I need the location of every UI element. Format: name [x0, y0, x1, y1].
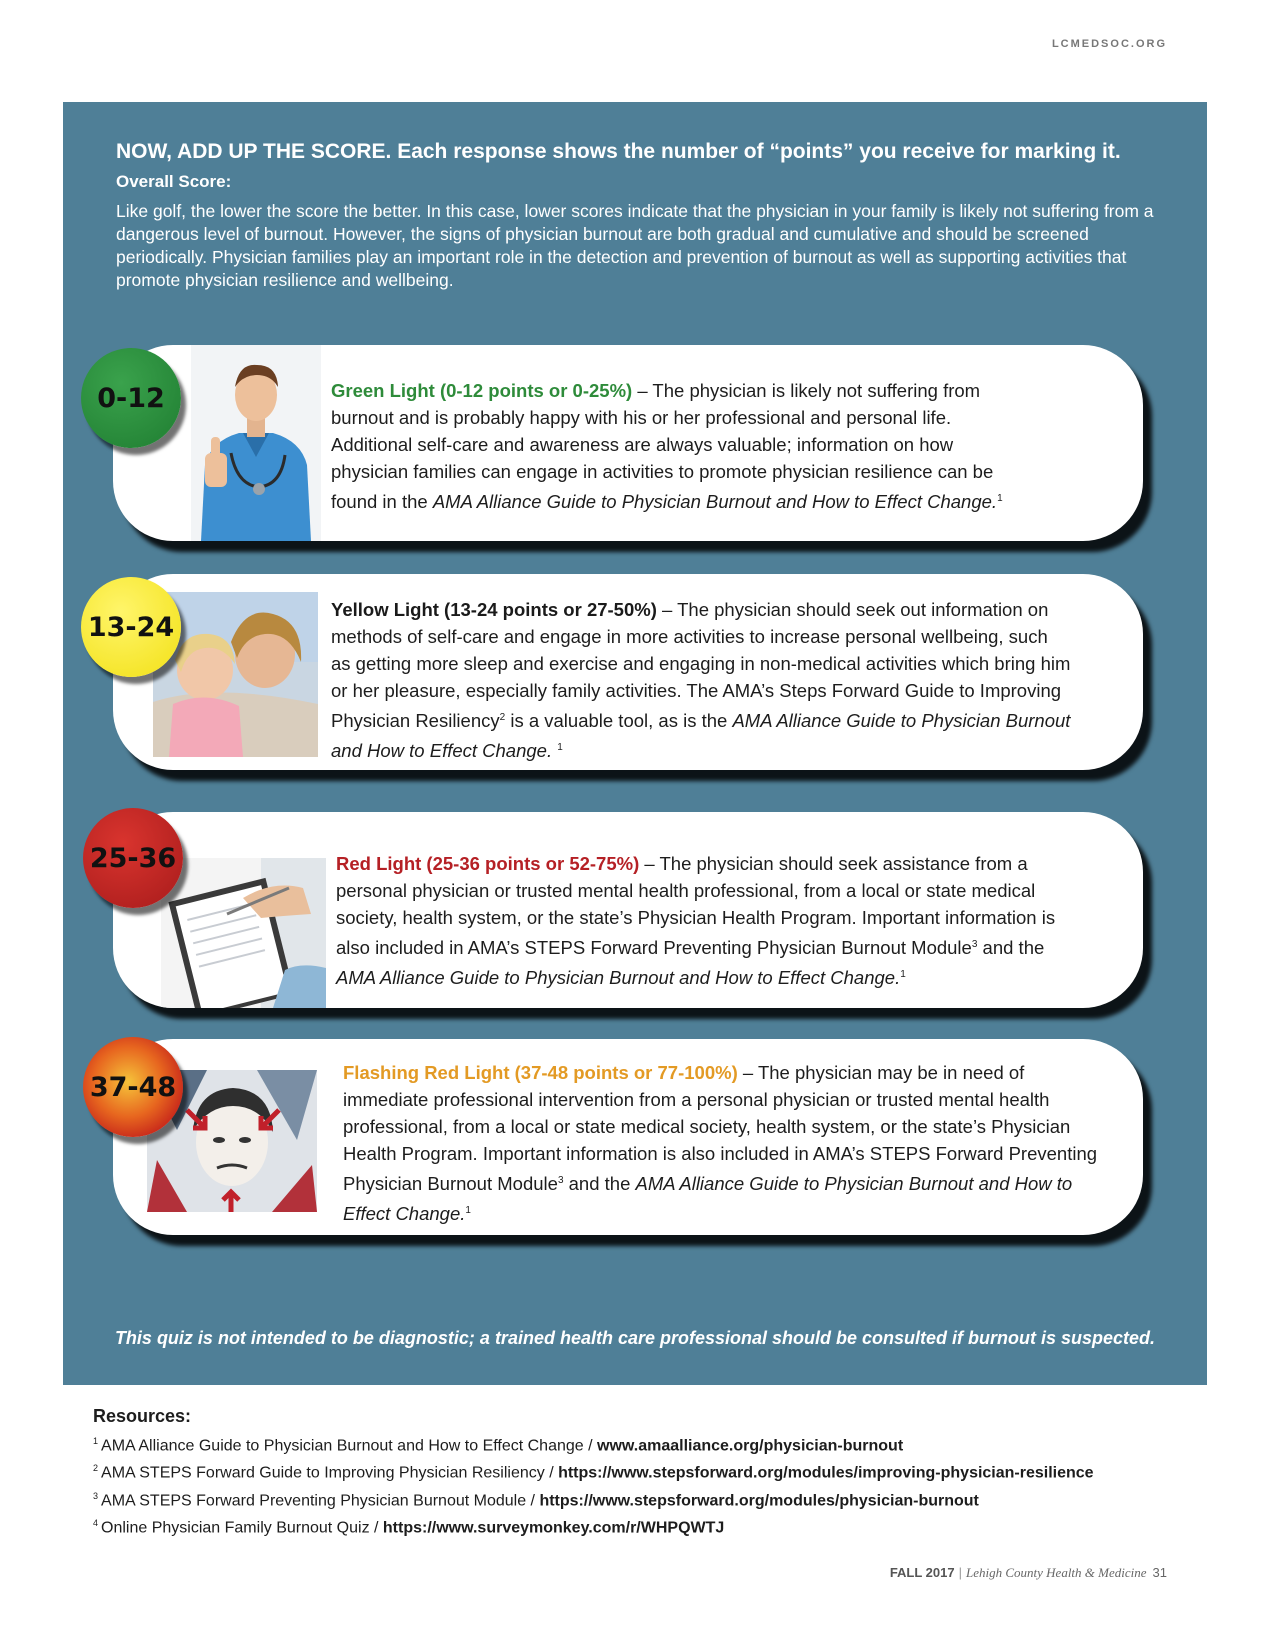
intro-body: Like golf, the lower the score the better. In this case, lower scores indicate that the physician in your family is likely not suffering from a dangerous level of burnout. However, the signs of physician burnout are both gradual and cumulative and should be screened periodically. Physician families play an important role in the detection and prevention of burnout as well as supporting activities that promote physician resilience and wellbeing.	[116, 201, 1154, 290]
red-footnote-mid: 3	[971, 939, 978, 950]
badge-flashing-red-label: 37-48	[89, 1071, 177, 1103]
yellow-text-2: is a valuable tool, as is the	[505, 710, 733, 732]
resource-number: 4	[93, 1517, 99, 1528]
score-card-green	[113, 345, 1143, 541]
green-footnote: 1	[997, 493, 1003, 504]
green-text: – The physician is likely not suffering from burnout and is probably happy with his or her professional and personal life. Additional self-care and awareness are always valuable; information on how physician families can engage in activities to promote physician resilience can be found in the	[331, 380, 994, 513]
green-label: Green Light (0-12 points or 0-25%)	[331, 380, 633, 401]
red-guide-title: AMA Alliance Guide to Physician Burnout and How to Effect Change.	[336, 967, 901, 989]
page-footer	[890, 1565, 1167, 1581]
flashing-red-text-2: and the	[563, 1173, 636, 1195]
resource-item	[93, 1430, 1193, 1457]
footer-magazine-title: Lehigh County Health & Medicine	[966, 1565, 1147, 1580]
score-card-yellow	[113, 574, 1143, 770]
resource-item	[93, 1485, 1193, 1512]
flashing-red-description	[343, 1059, 1103, 1227]
yellow-text: – The physician should seek out information on methods of self-care and engage in more activities to increase personal wellbeing, such as getting more sleep and exercise and engaging in non-medical activities which bring him or her pleasure, especially family activities. The AMA’s Steps Forward Guide to Improving Physician Resiliency	[331, 599, 1071, 732]
red-footnote: 1	[900, 969, 906, 981]
resource-item	[93, 1512, 1193, 1539]
score-badge-yellow	[81, 577, 181, 677]
overall-score-label: Overall Score:	[116, 172, 232, 191]
disclaimer: This quiz is not intended to be diagnostic; a trained health care professional should be consulted if burnout is suspected.	[114, 1328, 1156, 1348]
yellow-label: Yellow Light (13-24 points or 27-50%)	[331, 599, 657, 620]
red-description	[336, 850, 1081, 991]
score-panel	[63, 102, 1207, 1385]
yellow-footnote: 1	[557, 742, 563, 754]
flashing-red-label: Flashing Red Light (37-48 points or 77-100%)	[343, 1062, 738, 1083]
badge-yellow-label: 13-24	[87, 611, 175, 643]
resource-number: 2	[93, 1463, 99, 1474]
resource-text: AMA STEPS Forward Guide to Improving Physician Resiliency /	[101, 1464, 559, 1482]
flashing-red-guide-title: AMA Alliance Guide to Physician Burnout and How to Effect Change.	[343, 1173, 1073, 1225]
red-label: Red Light (25-36 points or 52-75%)	[336, 853, 640, 874]
score-card-flashing-red	[113, 1039, 1143, 1235]
red-text: – The physician should seek assistance from a personal physician or trusted mental health professional, from a local or state medical society, health system, or the state’s Physician Health Program. Important information is also included in AMA’s STEPS Forward Preventing Physician Burnout Module	[336, 853, 1056, 959]
intro-section	[116, 138, 1156, 292]
resource-item	[93, 1457, 1193, 1484]
red-text-2: and the	[977, 937, 1045, 959]
resources-title: Resources:	[93, 1406, 192, 1426]
site-url: LCMEDSOC.ORG	[1051, 38, 1167, 50]
green-guide-title: AMA Alliance Guide to Physician Burnout and How to Effect Change.	[432, 491, 998, 513]
score-badge-green	[81, 348, 181, 448]
doctor-thumbs-up-photo	[191, 345, 321, 541]
resource-text: Online Physician Family Burnout Quiz /	[101, 1519, 383, 1537]
resource-link[interactable]: https://www.stepsforward.org/modules/physician-burnout	[539, 1491, 979, 1509]
resource-link[interactable]: www.amaalliance.org/physician-burnout	[597, 1437, 904, 1455]
resource-number: 3	[93, 1490, 99, 1501]
score-badge-red	[83, 808, 183, 908]
resource-number: 1	[93, 1436, 99, 1446]
page-number: 31	[1152, 1565, 1167, 1580]
score-card-red	[113, 812, 1143, 1008]
resource-text: AMA Alliance Guide to Physician Burnout and How to Effect Change /	[101, 1437, 598, 1455]
yellow-footnote-mid: 2	[499, 712, 506, 723]
yellow-description	[331, 596, 1071, 764]
badge-red-label: 25-36	[89, 842, 177, 874]
intro-heading: NOW, ADD UP THE SCORE. Each response shows the number of “points” you receive for marking it.	[116, 140, 1121, 163]
flashing-red-text: – The physician may be in need of immediate professional intervention from a personal physician or trusted mental health professional, from a local or state medical society, health system, or the state’s Physician Health Program. Important information is also included in AMA’s STEPS Forward Preventing Physician Burnout Module	[343, 1062, 1098, 1195]
clipboard-writing-photo	[161, 858, 326, 1008]
score-badge-flashing-red	[83, 1037, 183, 1137]
resource-link[interactable]: https://www.surveymonkey.com/r/WHPQWTJ	[382, 1519, 725, 1537]
resource-link[interactable]: https://www.stepsforward.org/modules/improving-physician-resilience	[558, 1464, 1094, 1482]
footer-separator: |	[958, 1565, 962, 1580]
footer-season: FALL 2017	[889, 1565, 955, 1580]
yellow-guide-title: AMA Alliance Guide to Physician Burnout and How to Effect Change.	[331, 710, 1071, 762]
flashing-red-footnote: 1	[465, 1205, 471, 1217]
green-description	[331, 377, 1031, 515]
flashing-red-footnote-mid: 3	[557, 1175, 564, 1186]
resource-text: AMA STEPS Forward Preventing Physician Burnout Module /	[101, 1491, 540, 1509]
badge-green-label: 0-12	[97, 382, 165, 414]
resources-section	[93, 1405, 1193, 1539]
